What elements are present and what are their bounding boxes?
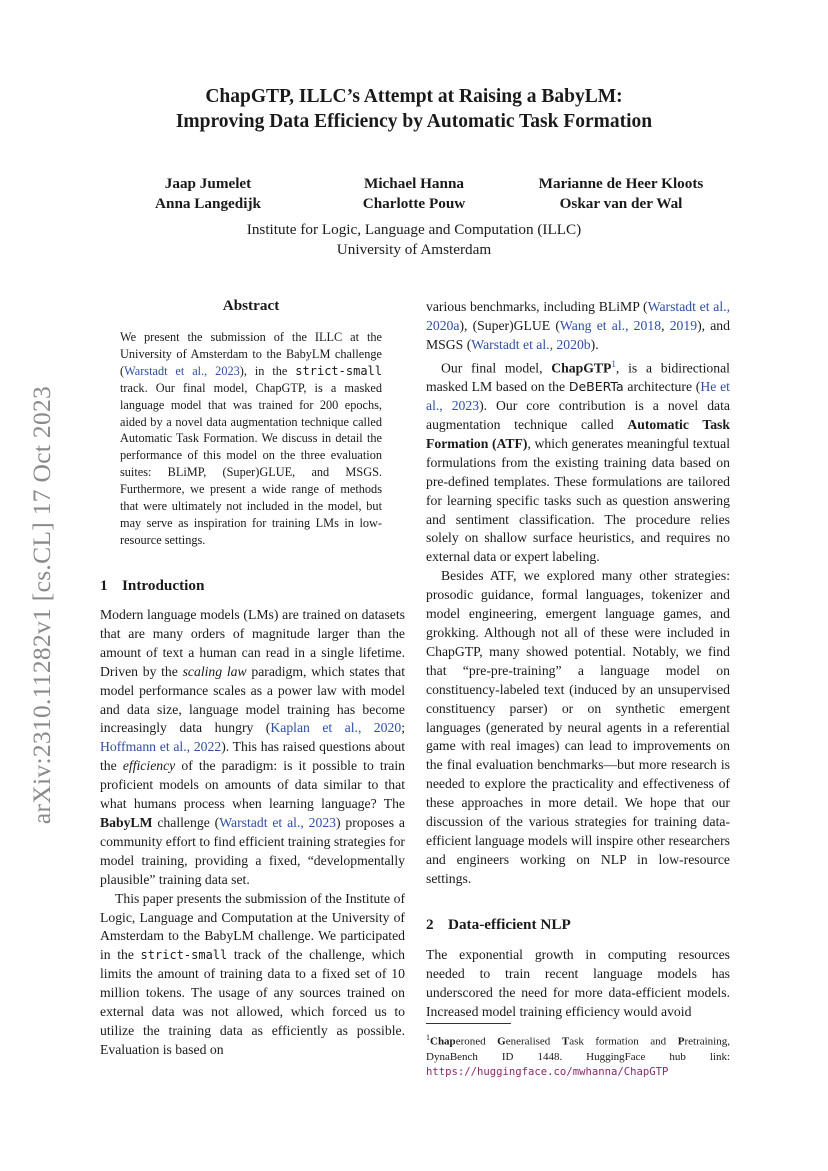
track-name: strict-small	[140, 948, 228, 963]
author-name: Oskar van der Wal	[559, 194, 683, 212]
right-column-body	[426, 298, 730, 889]
author-name: Michael Hanna	[364, 175, 464, 192]
author-name: Jaap Jumelet	[164, 175, 252, 192]
citation-link[interactable]: Warstadt et al., 2020b	[471, 336, 591, 352]
affiliation-line-2: University of Amsterdam	[336, 240, 492, 258]
citation-link[interactable]: 2019	[669, 317, 698, 333]
arxiv-sidebar	[4, 355, 80, 855]
left-column-body	[100, 606, 405, 1060]
abstract-heading: Abstract	[222, 297, 280, 314]
text-span: We present the submission of the ILLC at the University of Amsterdam to the BabyLM challenge (	[120, 330, 382, 378]
huggingface-link[interactable]: https://huggingface.co/mwhanna/ChapGTP	[426, 1065, 669, 1078]
footnote-rule	[426, 1023, 511, 1024]
citation-link[interactable]: Warstadt et al., 2023	[124, 363, 240, 378]
title-line-2: Improving Data Efficiency by Automatic Task Formation	[175, 111, 653, 132]
citation-link[interactable]: Kaplan et al., 2020	[270, 720, 402, 736]
arxiv-identifier: arXiv:2310.11282v1 [cs.CL] 17 Oct 2023	[27, 385, 56, 825]
citation-link[interactable]: He et al., 2023	[426, 379, 730, 414]
author-name: Charlotte Pouw	[362, 194, 466, 212]
section-number: 1	[100, 577, 108, 594]
citation-link[interactable]: Wang et al., 2018	[559, 317, 662, 333]
section-number: 2	[426, 916, 434, 933]
abstract-body	[120, 329, 382, 549]
section-title: Data-efficient NLP	[448, 916, 571, 933]
author-group-2	[344, 174, 484, 213]
right-paragraph-1: various benchmarks, including BLiMP (Warstadt et al., 2020a), (Super)GLUE (Wang et al., 2018, 2019), and MSGS (Warstadt et al., 2020b).	[426, 299, 730, 352]
author-name: Anna Langedijk	[155, 194, 261, 212]
paper-title	[0, 84, 828, 134]
citation-link[interactable]: Warstadt et al., 2023	[219, 814, 337, 830]
footnote-number: 1	[426, 1033, 430, 1042]
section-2-heading	[426, 916, 571, 934]
author-group-3	[518, 174, 724, 213]
author-group-1	[148, 174, 268, 213]
right-paragraph-3: Besides ATF, we explored many other strategies: prosodic guidance, formal languages, tokenizer and model engineering, emergent language games, and grokking. Although not all of these were included in ChapGTP, many showed potential. Notably, we find that “pre-pre-training” a language model on constituency-labeled text (induced by an unsupervised constituency parser) or on synthetic emergent languages (generated by neural agents in a referential game with real images) can lead to improvements on the final evaluation benchmarks—but more research is needed to explore the practicality and effectiveness of these approaches in more detail. We hope that our discussion of the various strategies for training data-efficient language models will inspire other researchers and engineers working on NLP in low-resource settings.	[426, 568, 730, 886]
footnote: $^1$Chaperoned Generalised Task formation and Pretraining, DynaBench ID 1448. HuggingFace hub link: https://huggingface.co/mwhanna/ChapGTP	[426, 1033, 730, 1078]
text-span: ), in the	[239, 363, 296, 378]
section-2-paragraph-1: The exponential growth in computing resources needed to train recent language models has underscored the need for more data-efficient models. Increased model training efficiency would avoid	[426, 947, 730, 1019]
affiliation	[0, 220, 828, 259]
architecture-name: DeBERTa	[568, 379, 624, 395]
intro-paragraph-1: Modern language models (LMs) are trained on datasets that are many orders of magnitude larger than the amount of text a human can read in a single lifetime. Driven by the scaling law paradigm, which states that model performance scales as a power law with model and data size, language model training has become increasingly data hungry (Kaplan et al., 2020; Hoffmann et al., 2022). This has raised questions about the efficiency of the paradigm: is it possible to train proficient models on amounts of data similar to that what humans process when learning language? The BabyLM challenge (Warstadt et al., 2023) proposes a community effort to find efficient training strategies for model training, providing a fixed, “developmentally plausible” training data set.	[100, 607, 406, 887]
text-span: track. Our final model, ChapGTP, is a masked language model that was trained for 200 epochs, aided by a novel data augmentation technique called Automatic Task Formation. We discuss in detail the performance of this model on the three evaluation suites: BLiMP, (Super)GLUE, and MSGS. Furthermore, we present a wide range of methods that were ultimately not included in the model, but may serve as inspiration for training LMs in low-resource settings.	[120, 380, 382, 547]
right-paragraph-2: Our final model, ChapGTP$^1$, is a bidirectional masked LM based on the DeBERTa architecture (He et al., 2023). Our core contribution is a novel data augmentation technique called Automatic Task Formation (ATF), which generates meaningful textual formulations from the existing training data based on pre-defined templates. These formulations are tailored for learning specific tasks such as question answering and sentiment classification. The procedure relies solely on shallow surface heuristics, and requires no external data or expert labeling.	[426, 358, 730, 565]
author-name: Marianne de Heer Kloots	[538, 175, 704, 192]
section-title: Introduction	[122, 577, 205, 594]
citation-link[interactable]: Warstadt et al., 2020a	[426, 299, 730, 333]
intro-paragraph-2: This paper presents the submission of the Institute of Logic, Language and Computation at the University of Amsterdam to the BabyLM challenge. We participated in the strict-small track of the challenge, which limits the amount of training data to a fixed set of 10 million tokens. The usage of any sources trained on external data was not allowed, which forced us to utilize the training data as efficiently as possible. Evaluation is based on	[100, 890, 405, 1057]
footnote-marker[interactable]: 1	[611, 358, 616, 369]
title-line-1: ChapGTP, ILLC’s Attempt at Raising a BabyLM:	[205, 86, 623, 107]
citation-link[interactable]: Hoffmann et al., 2022	[100, 739, 222, 755]
track-name: strict-small	[295, 363, 382, 378]
section-2-body	[426, 946, 730, 1022]
affiliation-line-1: Institute for Logic, Language and Computation (ILLC)	[246, 221, 582, 238]
section-1-heading	[100, 577, 204, 595]
